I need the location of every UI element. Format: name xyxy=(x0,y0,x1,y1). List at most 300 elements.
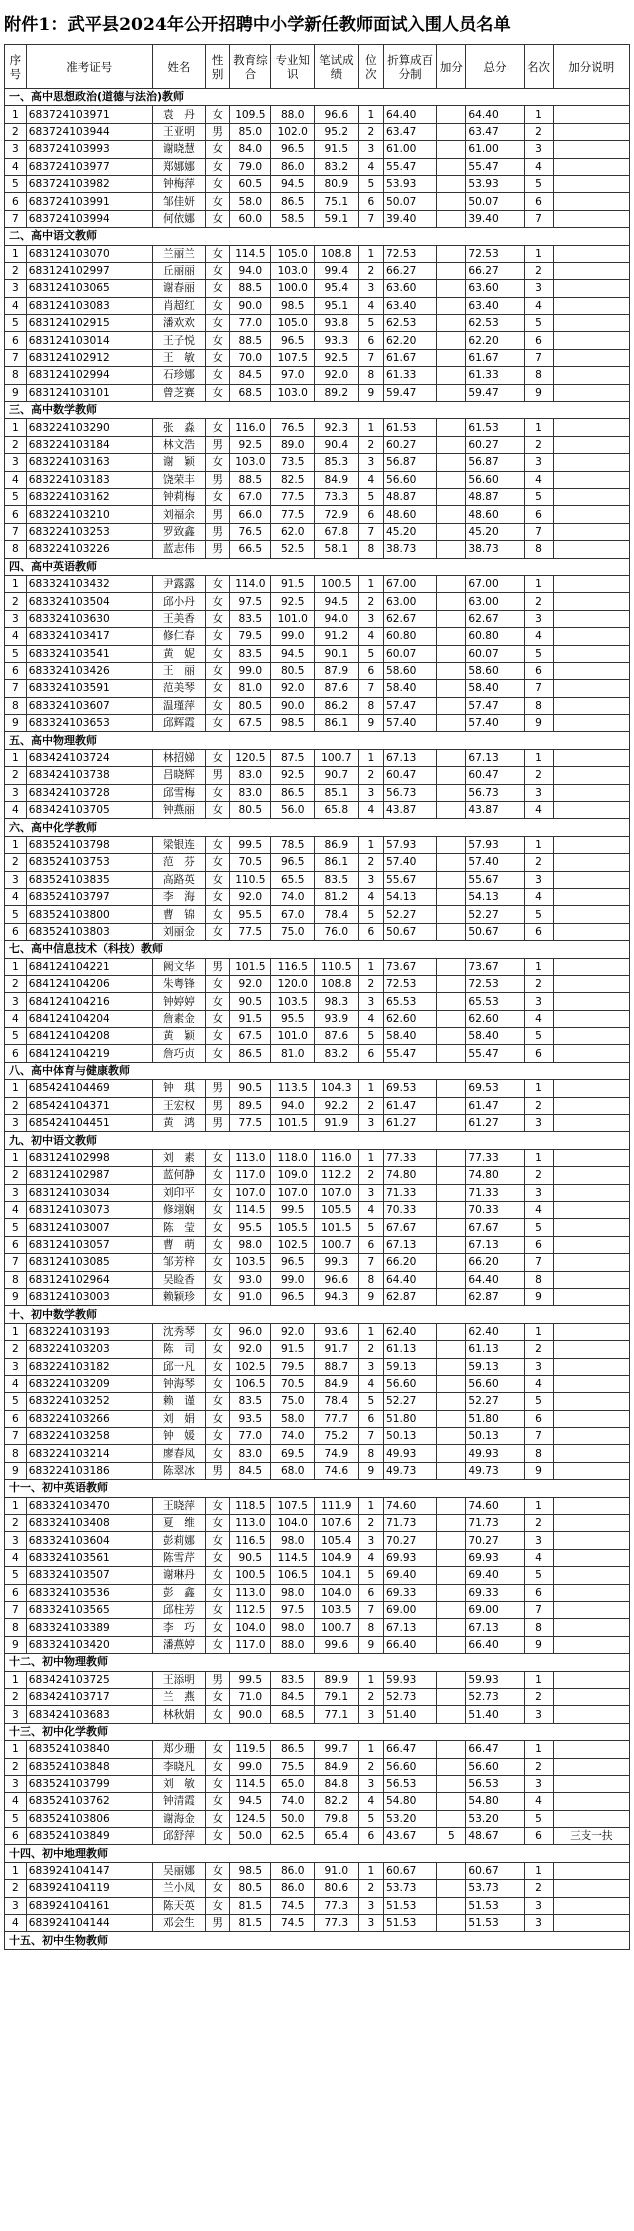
table-cell: 50.0 xyxy=(271,1810,315,1827)
table-cell: 6 xyxy=(524,923,553,940)
table-cell: 65.53 xyxy=(384,993,437,1010)
table-cell: 2 xyxy=(5,975,27,992)
table-cell: 2 xyxy=(358,123,383,140)
table-cell: 2 xyxy=(524,436,553,453)
table-cell: 女 xyxy=(206,1045,230,1062)
table-cell xyxy=(553,419,629,436)
table-cell xyxy=(553,488,629,505)
table-cell: 3 xyxy=(524,1115,553,1132)
table-cell: 5 xyxy=(5,1219,27,1236)
table-cell: 100.5 xyxy=(315,575,359,592)
table-cell: 女 xyxy=(206,1202,230,1219)
table-cell: 60.27 xyxy=(384,436,437,453)
table-cell: 6 xyxy=(524,1045,553,1062)
header-cell: 总分 xyxy=(466,45,524,89)
table-row xyxy=(5,749,630,766)
table-cell: 男 xyxy=(206,506,230,523)
table-cell: 男 xyxy=(206,1671,230,1688)
table-cell: 63.47 xyxy=(466,123,524,140)
table-cell xyxy=(553,1810,629,1827)
table-cell: 683524103848 xyxy=(26,1758,152,1775)
table-cell: 男 xyxy=(206,123,230,140)
table-cell: 683324103432 xyxy=(26,575,152,592)
table-cell: 4 xyxy=(5,1010,27,1027)
table-cell: 6 xyxy=(5,332,27,349)
table-row xyxy=(5,1671,630,1688)
table-cell: 5 xyxy=(358,645,383,662)
table-cell: 98.3 xyxy=(315,993,359,1010)
table-cell: 61.53 xyxy=(466,419,524,436)
table-cell: 5 xyxy=(358,175,383,192)
table-cell xyxy=(437,1341,466,1358)
table-cell: 683224103193 xyxy=(26,1323,152,1340)
table-cell: 3 xyxy=(524,280,553,297)
table-cell xyxy=(437,1810,466,1827)
table-cell: 5 xyxy=(524,1810,553,1827)
table-cell: 84.5 xyxy=(230,367,271,384)
table-cell: 3 xyxy=(358,610,383,627)
table-cell: 7 xyxy=(524,1254,553,1271)
table-row xyxy=(5,1149,630,1166)
table-cell: 74.0 xyxy=(271,1793,315,1810)
table-row xyxy=(5,923,630,940)
table-cell: 78.4 xyxy=(315,906,359,923)
table-cell: 84.5 xyxy=(230,1462,271,1479)
table-cell xyxy=(437,697,466,714)
table-cell xyxy=(437,1671,466,1688)
table-cell: 118.0 xyxy=(271,1149,315,1166)
table-cell: 74.80 xyxy=(466,1167,524,1184)
table-cell: 8 xyxy=(5,1619,27,1636)
table-cell: 96.5 xyxy=(271,1288,315,1305)
table-cell: 67.0 xyxy=(230,488,271,505)
table-cell: 赖 谨 xyxy=(152,1393,205,1410)
table-cell xyxy=(553,141,629,158)
table-cell: 男 xyxy=(206,767,230,784)
table-cell: 2 xyxy=(524,1515,553,1532)
table-row xyxy=(5,1515,630,1532)
table-cell: 66.27 xyxy=(384,262,437,279)
table-cell: 683324103565 xyxy=(26,1601,152,1618)
table-cell xyxy=(553,1167,629,1184)
table-cell: 9 xyxy=(524,715,553,732)
table-cell: 8 xyxy=(524,1271,553,1288)
table-cell: 1 xyxy=(524,1080,553,1097)
table-cell: 3 xyxy=(5,1532,27,1549)
table-cell: 林文浩 xyxy=(152,436,205,453)
table-cell: 76.5 xyxy=(271,419,315,436)
table-cell: 58.0 xyxy=(271,1410,315,1427)
table-cell: 谢晓慧 xyxy=(152,141,205,158)
table-cell: 57.47 xyxy=(384,697,437,714)
table-cell: 1 xyxy=(358,1741,383,1758)
table-cell: 1 xyxy=(5,1149,27,1166)
table-cell: 84.9 xyxy=(315,471,359,488)
table-cell: 2 xyxy=(358,262,383,279)
table-cell: 101.5 xyxy=(271,1115,315,1132)
table-cell: 范美琴 xyxy=(152,680,205,697)
table-row xyxy=(5,280,630,297)
table-cell xyxy=(553,1897,629,1914)
table-cell: 60.07 xyxy=(384,645,437,662)
table-cell xyxy=(437,1115,466,1132)
table-cell: 林秋娟 xyxy=(152,1706,205,1723)
table-cell: 女 xyxy=(206,1236,230,1253)
table-cell: 女 xyxy=(206,1375,230,1392)
table-cell: 2 xyxy=(5,262,27,279)
table-cell: 683724103991 xyxy=(26,193,152,210)
table-cell: 67.13 xyxy=(466,1619,524,1636)
table-cell: 64.40 xyxy=(384,106,437,123)
table-cell xyxy=(553,1097,629,1114)
table-cell: 71.33 xyxy=(466,1184,524,1201)
table-cell: 81.5 xyxy=(230,1915,271,1932)
table-cell: 1 xyxy=(5,1862,27,1879)
table-cell: 6 xyxy=(358,193,383,210)
table-cell: 李 巧 xyxy=(152,1619,205,1636)
table-cell xyxy=(437,141,466,158)
table-cell: 112.2 xyxy=(315,1167,359,1184)
table-cell: 5 xyxy=(358,1028,383,1045)
table-cell: 104.0 xyxy=(315,1584,359,1601)
table-cell: 刘印平 xyxy=(152,1184,205,1201)
table-cell: 1 xyxy=(5,1741,27,1758)
table-cell: 86.5 xyxy=(230,1045,271,1062)
table-cell: 61.53 xyxy=(384,419,437,436)
table-cell: 95.5 xyxy=(271,1010,315,1027)
table-cell: 99.7 xyxy=(315,1741,359,1758)
table-cell: 685424104469 xyxy=(26,1080,152,1097)
table-cell: 93.8 xyxy=(315,315,359,332)
table-cell: 683224103210 xyxy=(26,506,152,523)
section-title: 四、高中英语教师 xyxy=(5,558,630,575)
table-cell: 88.0 xyxy=(271,106,315,123)
table-cell: 58.40 xyxy=(384,1028,437,1045)
table-cell: 116.0 xyxy=(315,1149,359,1166)
section-header-row xyxy=(5,1132,630,1149)
table-cell: 梁银连 xyxy=(152,836,205,853)
table-cell: 2 xyxy=(524,975,553,992)
table-cell xyxy=(553,1915,629,1932)
table-cell: 谢琳丹 xyxy=(152,1567,205,1584)
table-cell: 95.5 xyxy=(230,906,271,923)
table-cell: 61.00 xyxy=(466,141,524,158)
table-cell: 3 xyxy=(358,1184,383,1201)
table-cell: 9 xyxy=(5,1462,27,1479)
table-cell xyxy=(553,123,629,140)
table-cell: 2 xyxy=(524,1880,553,1897)
table-cell: 49.73 xyxy=(384,1462,437,1479)
table-cell: 83.0 xyxy=(230,784,271,801)
table-cell: 8 xyxy=(358,541,383,558)
table-cell: 女 xyxy=(206,1184,230,1201)
table-cell: 67.5 xyxy=(230,1028,271,1045)
table-cell: 99.5 xyxy=(271,1202,315,1219)
table-cell xyxy=(437,1688,466,1705)
table-cell: 683224103203 xyxy=(26,1341,152,1358)
table-cell: 80.5 xyxy=(271,662,315,679)
table-cell: 58.5 xyxy=(271,210,315,227)
table-cell xyxy=(437,1358,466,1375)
section-title: 六、高中化学教师 xyxy=(5,819,630,836)
table-cell xyxy=(553,1758,629,1775)
table-cell xyxy=(553,906,629,923)
section-header-row xyxy=(5,819,630,836)
table-cell: 683924104161 xyxy=(26,1897,152,1914)
table-cell: 114.0 xyxy=(230,575,271,592)
table-cell: 99.6 xyxy=(315,1636,359,1653)
table-cell: 2 xyxy=(358,767,383,784)
table-cell: 7 xyxy=(5,1254,27,1271)
table-cell: 39.40 xyxy=(466,210,524,227)
table-cell: 58.0 xyxy=(230,193,271,210)
table-cell: 96.5 xyxy=(271,332,315,349)
table-cell: 1 xyxy=(524,1741,553,1758)
table-cell: 100.7 xyxy=(315,749,359,766)
table-cell: 5 xyxy=(5,315,27,332)
table-cell: 96.5 xyxy=(271,1254,315,1271)
table-cell: 67.13 xyxy=(466,1236,524,1253)
table-cell: 684124104208 xyxy=(26,1028,152,1045)
table-cell: 69.40 xyxy=(384,1567,437,1584)
table-row xyxy=(5,245,630,262)
table-cell: 683324103630 xyxy=(26,610,152,627)
table-cell xyxy=(437,1706,466,1723)
section-header-row xyxy=(5,1306,630,1323)
table-cell: 52.27 xyxy=(384,906,437,923)
table-cell: 77.33 xyxy=(384,1149,437,1166)
table-cell: 105.5 xyxy=(315,1202,359,1219)
table-row xyxy=(5,767,630,784)
table-cell: 3 xyxy=(524,993,553,1010)
table-cell: 107.6 xyxy=(315,1515,359,1532)
table-cell: 9 xyxy=(358,1636,383,1653)
table-row xyxy=(5,975,630,992)
table-cell xyxy=(553,349,629,366)
table-cell: 1 xyxy=(5,575,27,592)
table-cell: 72.53 xyxy=(384,245,437,262)
table-cell: 5 xyxy=(5,1810,27,1827)
table-cell: 79.5 xyxy=(230,628,271,645)
table-cell: 女 xyxy=(206,175,230,192)
table-cell: 温瑾萍 xyxy=(152,697,205,714)
table-cell: 王 丽 xyxy=(152,662,205,679)
table-cell: 105.0 xyxy=(271,245,315,262)
table-cell: 86.2 xyxy=(315,697,359,714)
table-cell: 3 xyxy=(358,454,383,471)
table-cell xyxy=(553,280,629,297)
table-cell xyxy=(437,1497,466,1514)
table-cell: 3 xyxy=(5,280,27,297)
table-cell xyxy=(553,1445,629,1462)
table-cell: 52.27 xyxy=(466,1393,524,1410)
table-cell: 98.0 xyxy=(230,1236,271,1253)
table-cell: 683324103470 xyxy=(26,1497,152,1514)
table-cell: 114.5 xyxy=(230,245,271,262)
table-row xyxy=(5,680,630,697)
table-cell: 113.0 xyxy=(230,1149,271,1166)
table-cell: 683324103541 xyxy=(26,645,152,662)
table-cell: 57.40 xyxy=(384,854,437,871)
table-cell: 60.80 xyxy=(384,628,437,645)
table-cell xyxy=(553,175,629,192)
table-cell: 683224103162 xyxy=(26,488,152,505)
table-cell: 685424104371 xyxy=(26,1097,152,1114)
table-cell: 59.1 xyxy=(315,210,359,227)
table-cell: 女 xyxy=(206,784,230,801)
table-cell: 陈 莹 xyxy=(152,1219,205,1236)
table-cell: 60.80 xyxy=(466,628,524,645)
table-cell: 98.0 xyxy=(271,1584,315,1601)
table-cell: 8 xyxy=(358,1271,383,1288)
table-cell xyxy=(553,1880,629,1897)
table-row xyxy=(5,715,630,732)
table-cell: 683724103994 xyxy=(26,210,152,227)
table-cell: 9 xyxy=(524,1288,553,1305)
table-cell: 女 xyxy=(206,1288,230,1305)
table-cell: 女 xyxy=(206,1688,230,1705)
table-cell: 69.93 xyxy=(384,1549,437,1566)
table-cell: 6 xyxy=(5,1236,27,1253)
table-cell: 高路英 xyxy=(152,871,205,888)
table-cell: 75.0 xyxy=(271,923,315,940)
table-cell: 郑娜娜 xyxy=(152,158,205,175)
table-cell: 120.0 xyxy=(271,975,315,992)
table-cell xyxy=(553,1601,629,1618)
table-cell: 74.0 xyxy=(271,888,315,905)
table-cell: 66.47 xyxy=(466,1741,524,1758)
table-cell: 2 xyxy=(358,1167,383,1184)
table-row xyxy=(5,1393,630,1410)
table-cell: 99.5 xyxy=(230,836,271,853)
table-cell xyxy=(437,715,466,732)
table-cell xyxy=(437,245,466,262)
table-cell: 3 xyxy=(358,280,383,297)
table-cell: 女 xyxy=(206,210,230,227)
table-cell: 53.73 xyxy=(384,1880,437,1897)
table-cell: 4 xyxy=(524,802,553,819)
table-cell: 1 xyxy=(524,1497,553,1514)
table-cell: 肖超红 xyxy=(152,297,205,314)
table-cell: 邱小丹 xyxy=(152,593,205,610)
table-cell: 6 xyxy=(524,1236,553,1253)
table-cell: 683424103725 xyxy=(26,1671,152,1688)
table-cell: 74.60 xyxy=(384,1497,437,1514)
table-cell xyxy=(437,349,466,366)
table-cell: 67.0 xyxy=(271,906,315,923)
table-cell: 74.9 xyxy=(315,1445,359,1462)
table-cell: 1 xyxy=(358,749,383,766)
table-cell: 女 xyxy=(206,280,230,297)
table-cell: 74.5 xyxy=(271,1897,315,1914)
table-cell xyxy=(553,1706,629,1723)
table-cell: 8 xyxy=(5,697,27,714)
table-cell: 64.40 xyxy=(466,1271,524,1288)
table-cell: 104.0 xyxy=(271,1515,315,1532)
table-cell xyxy=(553,958,629,975)
section-header-row xyxy=(5,1062,630,1079)
table-cell xyxy=(553,1549,629,1566)
table-cell: 92.0 xyxy=(230,888,271,905)
table-cell: 91.5 xyxy=(230,1010,271,1027)
table-cell: 91.2 xyxy=(315,628,359,645)
table-cell xyxy=(553,680,629,697)
table-cell: 9 xyxy=(524,1462,553,1479)
table-cell: 59.13 xyxy=(466,1358,524,1375)
table-cell: 117.0 xyxy=(230,1167,271,1184)
table-cell: 683524103806 xyxy=(26,1810,152,1827)
table-cell: 女 xyxy=(206,662,230,679)
table-cell: 1 xyxy=(524,1323,553,1340)
table-cell: 6 xyxy=(358,1584,383,1601)
table-cell: 78.4 xyxy=(315,1393,359,1410)
table-cell: 6 xyxy=(5,1828,27,1845)
table-cell: 55.47 xyxy=(384,158,437,175)
table-cell: 87.5 xyxy=(271,749,315,766)
table-cell: 51.40 xyxy=(384,1706,437,1723)
table-cell: 51.53 xyxy=(466,1915,524,1932)
table-cell: 女 xyxy=(206,1515,230,1532)
table-cell: 7 xyxy=(524,1601,553,1618)
table-row xyxy=(5,871,630,888)
table-cell: 兰丽兰 xyxy=(152,245,205,262)
table-cell: 50.13 xyxy=(466,1428,524,1445)
table-row xyxy=(5,1880,630,1897)
table-row xyxy=(5,141,630,158)
table-cell: 王亚明 xyxy=(152,123,205,140)
table-cell xyxy=(437,454,466,471)
table-cell: 2 xyxy=(524,1341,553,1358)
header-cell: 位次 xyxy=(358,45,383,89)
table-cell: 77.5 xyxy=(271,488,315,505)
table-cell: 55.47 xyxy=(384,1045,437,1062)
table-cell xyxy=(437,610,466,627)
table-cell: 100.7 xyxy=(315,1619,359,1636)
table-cell: 女 xyxy=(206,1601,230,1618)
table-cell: 9 xyxy=(5,384,27,401)
table-row xyxy=(5,593,630,610)
table-cell: 683924104119 xyxy=(26,1880,152,1897)
table-cell: 8 xyxy=(5,1271,27,1288)
table-cell: 95.1 xyxy=(315,297,359,314)
table-cell: 6 xyxy=(5,193,27,210)
table-cell: 58.60 xyxy=(384,662,437,679)
table-cell: 95.4 xyxy=(315,280,359,297)
table-cell: 91.7 xyxy=(315,1341,359,1358)
table-cell: 67.67 xyxy=(384,1219,437,1236)
header-row xyxy=(5,45,630,89)
table-cell: 男 xyxy=(206,1462,230,1479)
table-cell: 女 xyxy=(206,802,230,819)
table-cell: 75.1 xyxy=(315,193,359,210)
table-row xyxy=(5,1254,630,1271)
table-cell: 113.0 xyxy=(230,1584,271,1601)
table-cell: 683324103653 xyxy=(26,715,152,732)
table-cell xyxy=(553,784,629,801)
table-cell: 5 xyxy=(524,1219,553,1236)
table-cell: 2 xyxy=(5,123,27,140)
table-cell xyxy=(437,297,466,314)
table-cell: 6 xyxy=(358,662,383,679)
table-cell: 97.5 xyxy=(230,593,271,610)
table-cell: 女 xyxy=(206,610,230,627)
table-cell: 683324103607 xyxy=(26,697,152,714)
table-cell: 75.2 xyxy=(315,1428,359,1445)
table-cell: 女 xyxy=(206,593,230,610)
table-cell: 111.9 xyxy=(315,1497,359,1514)
table-cell: 56.73 xyxy=(466,784,524,801)
table-cell: 79.0 xyxy=(230,158,271,175)
